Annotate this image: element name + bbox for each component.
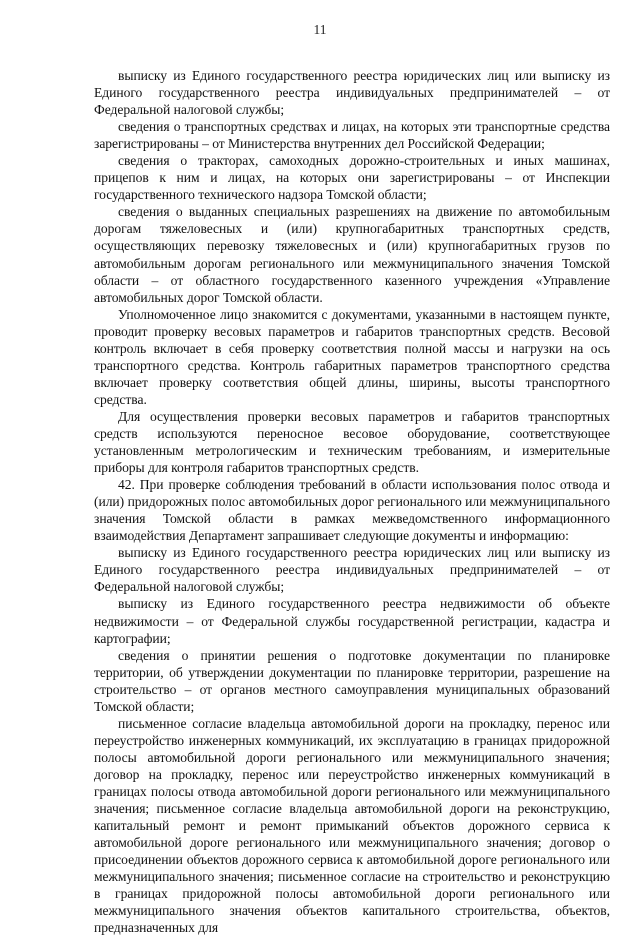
paragraph-tractors-info: сведения о тракторах, самоходных дорожно-строительных и иных машинах, прицепов к ним и лицах, на которых они зарегистрированы – от Инспекции государственного технического надзора Томской области; [94,153,610,203]
paragraph-equipment: Для осуществления проверки весовых параметров и габаритов транспортных средств используются переносное весовое оборудование, соответствующее установленным метрологическим и техническим требованиям, и измерительные приборы для контроля габаритов транспортных средств. [94,408,610,476]
paragraph-special-permits: сведения о выданных специальных разрешениях на движение по автомобильным дорогам тяжеловесных и (или) крупногабаритных транспортных средств, осуществляющих перевозку тяжеловесных и (или) крупногабаритных грузов по автомобильным дорогам регионального или межмуниципального значения Томской области – от областного государственного казенного учреждения «Управление автомобильных дорог Томской области. [94,204,610,305]
paragraph-item-42: 42. При проверке соблюдения требований в области использования полос отвода и (или) придорожных полос автомобильных дорог регионального или межмуниципального значения Томской области в рамках межведомственного информационного взаимодействия Департамент запрашивает следующие документы и информацию: [94,477,610,544]
paragraph-written-consent: письменное согласие владельца автомобильной дороги на прокладку, перенос или переустройство инженерных коммуникаций, их эксплуатацию в границах придорожной полосы автомобильной дороги регионального или межмуниципального значения; договор на прокладку, перенос или переустройство инженерных коммуникаций в границах полосы отвода автомобильной дороги регионального или межмуниципального значения; письменное согласие владельца автомобильной дороги на реконструкцию, капитальный ремонт и ремонт примыканий объектов дорожного сервиса к автомобильной дороге регионального или межмуниципального значения; договор о присоединении объектов дорожного сервиса к автомобильной дороге регионального или межмуниципального значения; письменное согласие на строительство и реконструкцию в границах придорожной полосы автомобильной дороги регионального или межмуниципального значения объектов капитального строительства, объектов, предназначенных для [94,715,610,936]
paragraph-weight-control: Уполномоченное лицо знакомится с документами, указанными в настоящем пункте, проводит проверку весовых параметров и габаритов транспортных средств. Весовой контроль включает в себя проверку соответствия полной массы и нагрузки на ось транспортного средства. Контроль габаритных параметров транспортного средства включает проверку соответствия общей длины, ширины, высоты транспортного средства. [94,306,610,407]
paragraph-vehicles-info: сведения о транспортных средствах и лицах, на которых эти транспортные средства зарегистрированы – от Министерства внутренних дел Российской Федерации; [94,119,610,152]
paragraph-egrul-extract-2: выписку из Единого государственного реестра юридических лиц или выписку из Единого государственного реестра индивидуальных предпринимателей – от Федеральной налоговой службы; [94,545,610,595]
paragraph-planning-docs: сведения о принятии решения о подготовке документации по планировке территории, об утверждении документации по планировке территории, разрешение на строительство – от органов местного самоуправления муниципальных образований Томской области; [94,647,610,714]
document-body [94,67,610,936]
paragraph-egrul-extract: выписку из Единого государственного реестра юридических лиц или выписку из Единого государственного реестра индивидуальных предпринимателей – от Федеральной налоговой службы; [94,68,610,118]
page-number: 11 [313,22,327,37]
paragraph-egrn-extract: выписку из Единого государственного реестра недвижимости об объекте недвижимости – от Федеральной службы государственной регистрации, кадастра и картографии; [94,596,610,646]
